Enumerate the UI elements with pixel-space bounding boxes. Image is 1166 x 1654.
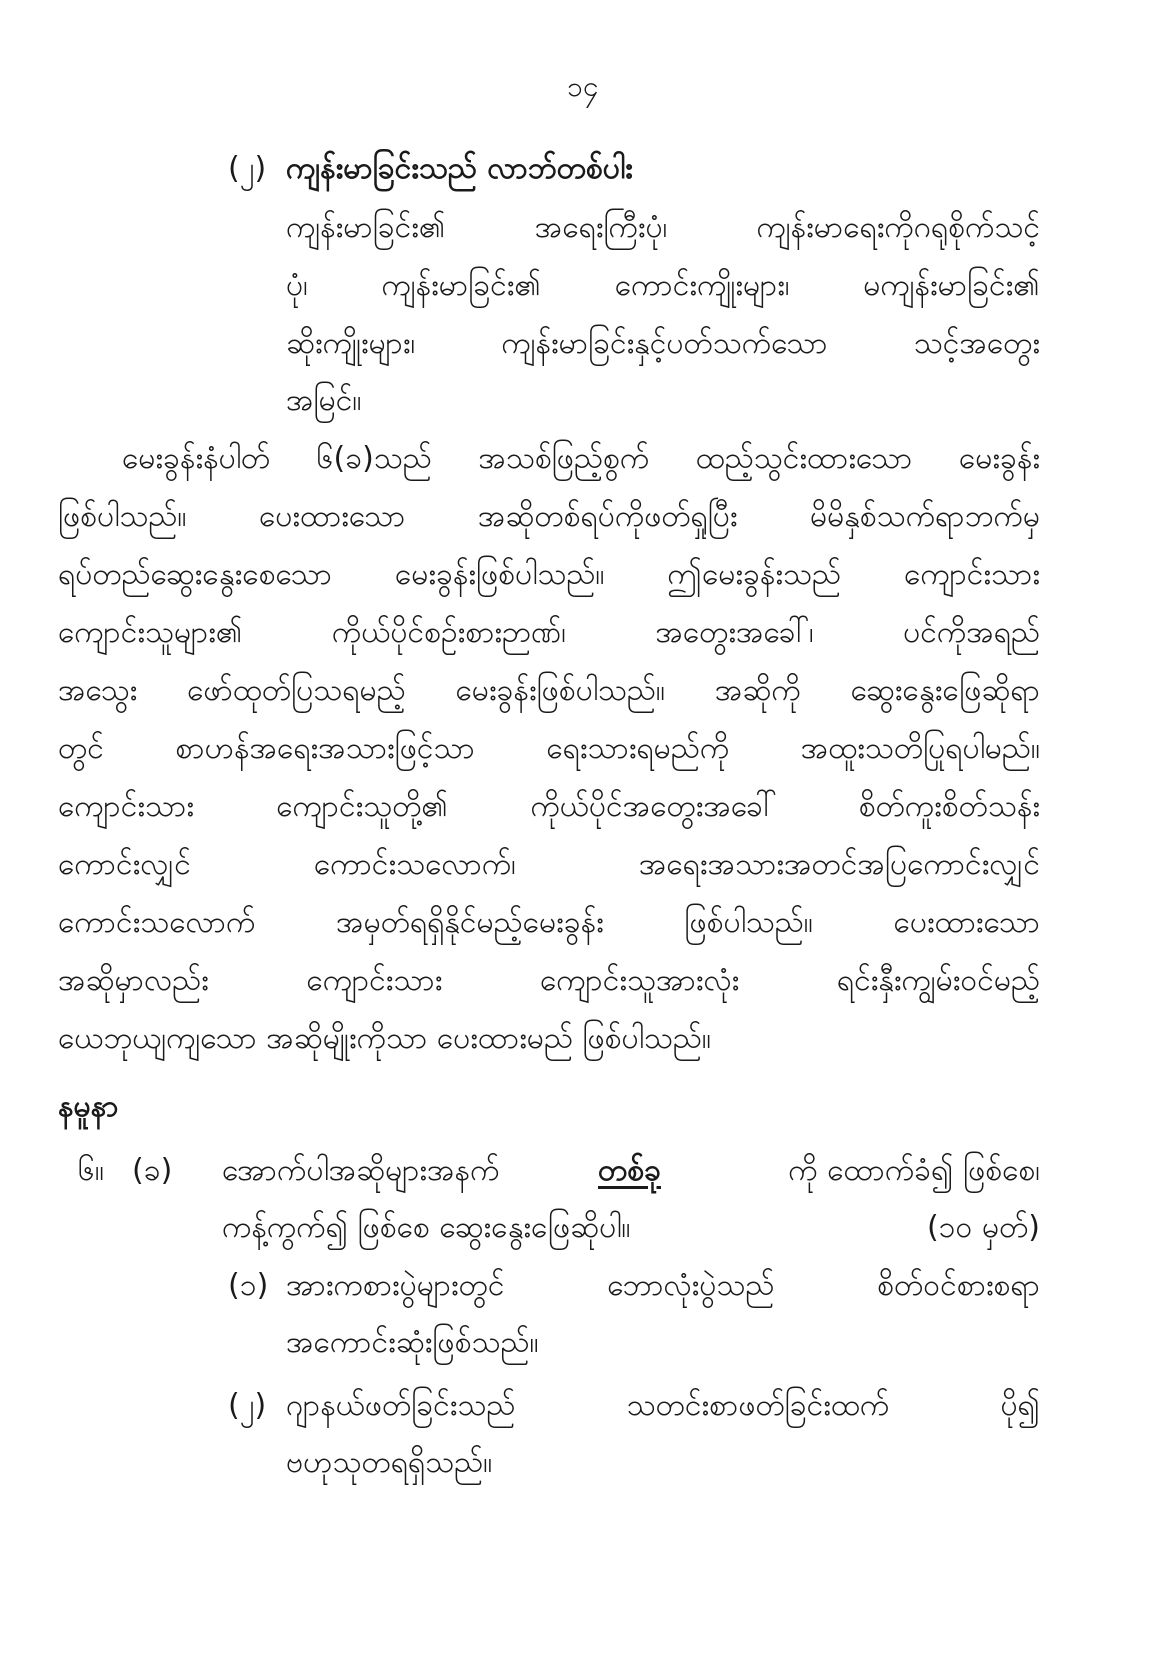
page-number: ၁၄ bbox=[567, 70, 599, 103]
example-heading: နမူနာ bbox=[58, 1089, 119, 1124]
question-text: ကန့်ကွက်၍ ဖြစ်စေ ဆွေးနွေးဖြေဆိုပါ။ bbox=[222, 1210, 631, 1245]
section-line: ပုံ၊ ကျန်းမာခြင်း၏ ကောင်းကျိုးများ၊ မကျန်းမာခြင်း၏ bbox=[286, 268, 1040, 303]
paragraph-line: အသွေး ဖော်ထုတ်ပြသရမည့် မေးခွန်းဖြစ်ပါသည်။ အဆိုကို ဆွေးနွေးဖြေဆိုရာ bbox=[58, 673, 1040, 708]
paragraph-line: မေးခွန်းနံပါတ် ၆(ခ)သည် အသစ်ဖြည့်စွက် ထည့်သွင်းထားသော မေးခွန်း bbox=[122, 441, 1040, 476]
item-text: အကောင်းဆုံးဖြစ်သည်။ bbox=[286, 1325, 539, 1360]
item-number: (၁) bbox=[228, 1268, 269, 1303]
paragraph-line: တွင် စာဟန်အရေးအသားဖြင့်သာ ရေးသားရမည်ကို အထူးသတိပြုရပါမည်။ bbox=[58, 731, 1040, 766]
paragraph-line: ကောင်းသလောက် အမှတ်ရရှိနိုင်မည့်မေးခွန်း ဖြစ်ပါသည်။ ပေးထားသော bbox=[58, 905, 1040, 940]
section-line: အမြင်။ bbox=[286, 383, 362, 418]
question-text: အောက်ပါအဆိုများအနက် bbox=[222, 1153, 500, 1188]
paragraph-line: ယေဘုယျကျသော အဆိုမျိုးကိုသာ ပေးထားမည် ဖြစ်ပါသည်။ bbox=[58, 1021, 711, 1056]
paragraph-line: အဆိုမှာလည်း ကျောင်းသား ကျောင်းသူအားလုံး ရင်းနှီးကျွမ်းဝင်မည့် bbox=[58, 963, 1040, 998]
paragraph-line: ကျောင်းသူများ၏ ကိုယ်ပိုင်စဉ်းစားဉာဏ်၊ အတွေးအခေါ်၊ ပင်ကိုအရည် bbox=[58, 615, 1040, 650]
paragraph-line: ကျောင်းသား ကျောင်းသူတို့၏ ကိုယ်ပိုင်အတွေးအခေါ် စိတ်ကူးစိတ်သန်း bbox=[58, 789, 1040, 824]
section-title: ကျန်းမာခြင်းသည် လာဘ်တစ်ပါး bbox=[286, 151, 633, 186]
paragraph-line: ဖြစ်ပါသည်။ ပေးထားသော အဆိုတစ်ရပ်ကိုဖတ်ရှုပြီး မိမိနှစ်သက်ရာဘက်မှ bbox=[58, 499, 1040, 534]
question-number: ၆။ bbox=[78, 1153, 104, 1188]
question-text: ကို ထောက်ခံ၍ ဖြစ်စေ၊ bbox=[788, 1153, 1040, 1188]
item-text: ဗဟုသုတရရှိသည်။ bbox=[286, 1445, 493, 1480]
paragraph-line: ကောင်းလျှင် ကောင်းသလောက်၊ အရေးအသားအတင်အပြကောင်းလျှင် bbox=[58, 847, 1040, 882]
section-line: ဆိုးကျိုးများ၊ ကျန်းမာခြင်းနှင့်ပတ်သက်သော သင့်အတွေး bbox=[286, 326, 1040, 361]
item-text: အားကစားပွဲများတွင် ဘောလုံးပွဲသည် စိတ်ဝင်စားစရာ bbox=[286, 1268, 1040, 1303]
paragraph-line: ရပ်တည်ဆွေးနွေးစေသော မေးခွန်းဖြစ်ပါသည်။ ဤမေးခွန်းသည် ကျောင်းသား bbox=[58, 557, 1040, 592]
item-text: ဂျာနယ်ဖတ်ခြင်းသည် သတင်းစာဖတ်ခြင်းထက် ပို၍ bbox=[286, 1388, 1040, 1423]
item-number: (၂) bbox=[228, 1388, 267, 1423]
question-marks: (၁၀ မှတ်) bbox=[926, 1210, 1040, 1245]
section-line: ကျန်းမာခြင်း၏ အရေးကြီးပုံ၊ ကျန်းမာရေးကိုဂရုစိုက်သင့် bbox=[286, 210, 1040, 245]
question-sub: (ခ) bbox=[132, 1153, 173, 1188]
section-number: (၂) bbox=[228, 151, 267, 186]
question-emphasis: တစ်ခု bbox=[598, 1153, 661, 1188]
